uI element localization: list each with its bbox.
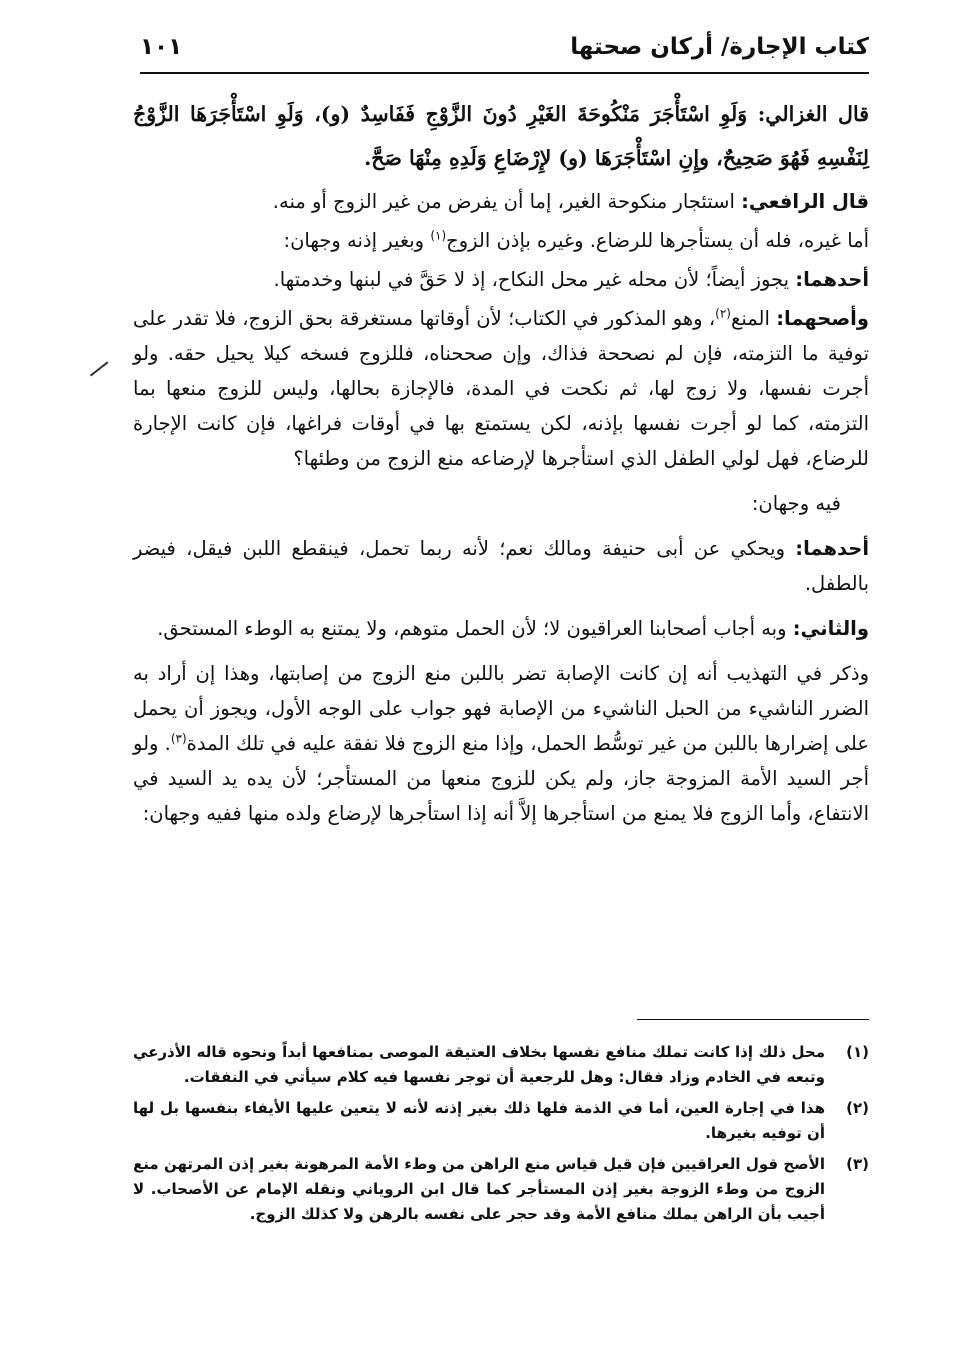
paragraph-text: أما غيره، فله أن يستأجرها للرضاع. وغيره بإذن الزوج <box>446 229 869 252</box>
footnote-separator <box>637 1019 869 1020</box>
paragraph-text: ويحكي عن أبى حنيفة ومالك نعم؛ لأنه ربما تحمل، فينقطع اللبن فيقل، فيضر بالطفل. <box>133 537 869 595</box>
footnotes <box>133 1040 869 1233</box>
footnote-1 <box>133 1040 869 1090</box>
paragraph-text: المنع <box>730 307 770 330</box>
paragraph-text: وبه أجاب أصحابنا العراقيون لا؛ لأن الحمل متوهم، ولا يمتنع به الوطء المستحق. <box>157 617 787 640</box>
footnote-number: (٢) <box>846 1099 869 1117</box>
paragraph-lead: وأصحهما: <box>776 307 869 330</box>
paragraph-rafii <box>133 184 869 219</box>
main-text <box>133 92 869 835</box>
footnote-2 <box>133 1096 869 1146</box>
footnote-number: (٣) <box>846 1155 869 1173</box>
paragraph-text: يجوز أيضاً؛ لأن محله غير محل النكاح، إذ لا حَقَّ في لبنها وخدمتها. <box>273 268 790 291</box>
footnote-number: (١) <box>846 1043 869 1061</box>
quote-speaker: قال الغزالي: <box>757 102 869 126</box>
paragraph-first-answer <box>133 531 869 601</box>
footnote-3 <box>133 1152 869 1227</box>
paragraph-text: وبغير إذنه وجهان: <box>283 229 425 252</box>
paragraph-first-view <box>133 262 869 297</box>
footnote-text: الأصح قول العراقيين فإن قيل قياس منع الراهن من وطء الأمة المرهونة بغير إذن المرتهن منع الزوج من وطء الزوجة بغير إذن المستأجر كما قال ابن الروياني ونقله الإمام عن الأصحاب. لا أجيب بأن الراهن يملك منافع الأمة وقد حجر على نفسه بالرهن ولا كذلك الزوج. <box>133 1155 825 1223</box>
paragraph-lead: أحدهما: <box>795 268 869 291</box>
paragraph-text: . ولو أجر السيد الأمة المزوجة جاز، ولم يكن للزوج منعها من المستأجر؛ لأن يده يد السيد في الانتفاع، وأما الزوج فلا يمنع من استأجرها إلاَّ أنه إذا استأجرها لإرضاع ولده منها ففيه وجهان: <box>133 732 869 825</box>
footnote-text: محل ذلك إذا كانت تملك منافع نفسها بخلاف العتيقة الموصى بمنافعها أبداً ونحوه قاله الأذرعي وتبعه في الخادم وزاد فقال: وهل للرجعية أن توجر نفسها فيه كلام سيأتي في النفقات. <box>133 1043 825 1086</box>
running-title: كتاب الإجارة/ أركان صحتها <box>570 34 869 60</box>
paragraph-other-than-husband <box>133 223 869 258</box>
footnote-reference-3[interactable]: (٣) <box>170 731 187 746</box>
paragraph-sounder-view <box>133 301 869 476</box>
paragraph-lead: أحدهما: <box>795 537 869 560</box>
margin-pen-mark <box>90 361 108 376</box>
quote-paragraph <box>133 92 869 180</box>
paragraph-lead: قال الرافعي: <box>741 190 869 213</box>
footnote-text: هذا في إجارة العين، أما في الذمة فلها ذلك بغير إذنه لأنه لا يتعين عليها الأيفاء بنفسها بل لها أن توفيه بغيرها. <box>133 1099 825 1142</box>
paragraph-text: وذكر في التهذيب أنه إن كانت الإصابة تضر باللبن منع الزوج من إصابتها، وهذا إن أراد به الضرر الناشيء من الحبل الناشيء من الإصابة فهو جواب على الوجه الأول، ويجوز أن يحمل على إضرارها باللبن من غير توسُّط الحمل، وإذا منع الزوج فلا نفقة عليه في تلك المدة <box>133 662 869 755</box>
footnote-reference-2[interactable]: (٢) <box>715 306 731 321</box>
paragraph-two-views <box>133 486 869 521</box>
paragraph-second-answer <box>133 611 869 646</box>
footnote-reference-1[interactable]: (١) <box>430 228 447 243</box>
paragraph-text: ، وهو المذكور في الكتاب؛ لأن أوقاتها مستغرقة بحق الزوج، فلا تقدر على توفية ما التزمته، فإن لم نصححة فذاك، وإن صححناه، فللزوج فسخه كيلا يحيل حقه. ولو أجرت نفسها، ولا زوج لها، ثم نكحت في المدة، فالإجازة بحالها، وليس للزوج منعها بما التزمته، كما لو أجرت نفسها بإذنه، لكن يستمتع بها في أوقات فراغها، فإن كانت الإجارة للرضاع، فهل لولي الطفل الذي استأجرها لإرضاعه منع الزوج من وطئها؟ <box>133 307 869 470</box>
paragraph-text: استئجار منكوحة الغير، إما أن يفرض من غير الزوج أو منه. <box>272 190 735 213</box>
page-header <box>140 30 869 74</box>
quote-text: وَلَوِ اسْتَأْجَرَ مَنْكُوحَةَ الغَيْرِ دُونَ الزَّوْجِ فَفَاسِدٌ (و)، وَلَوِ اسْتَأْجَرَهَا الزَّوْجُ لِنَفْسِهِ فَهُوَ صَحِيحٌ، وإِنِ اسْتَأْجَرَهَا (و) لإِرْضَاعِ وَلَدِهِ مِنْهَا صَحَّ. <box>133 102 869 170</box>
paragraph-lead: والثاني: <box>792 617 869 640</box>
page-number: ١٠١ <box>140 34 183 60</box>
paragraph-tahdhib <box>133 656 869 831</box>
paragraph-text: فيه وجهان: <box>751 492 841 515</box>
